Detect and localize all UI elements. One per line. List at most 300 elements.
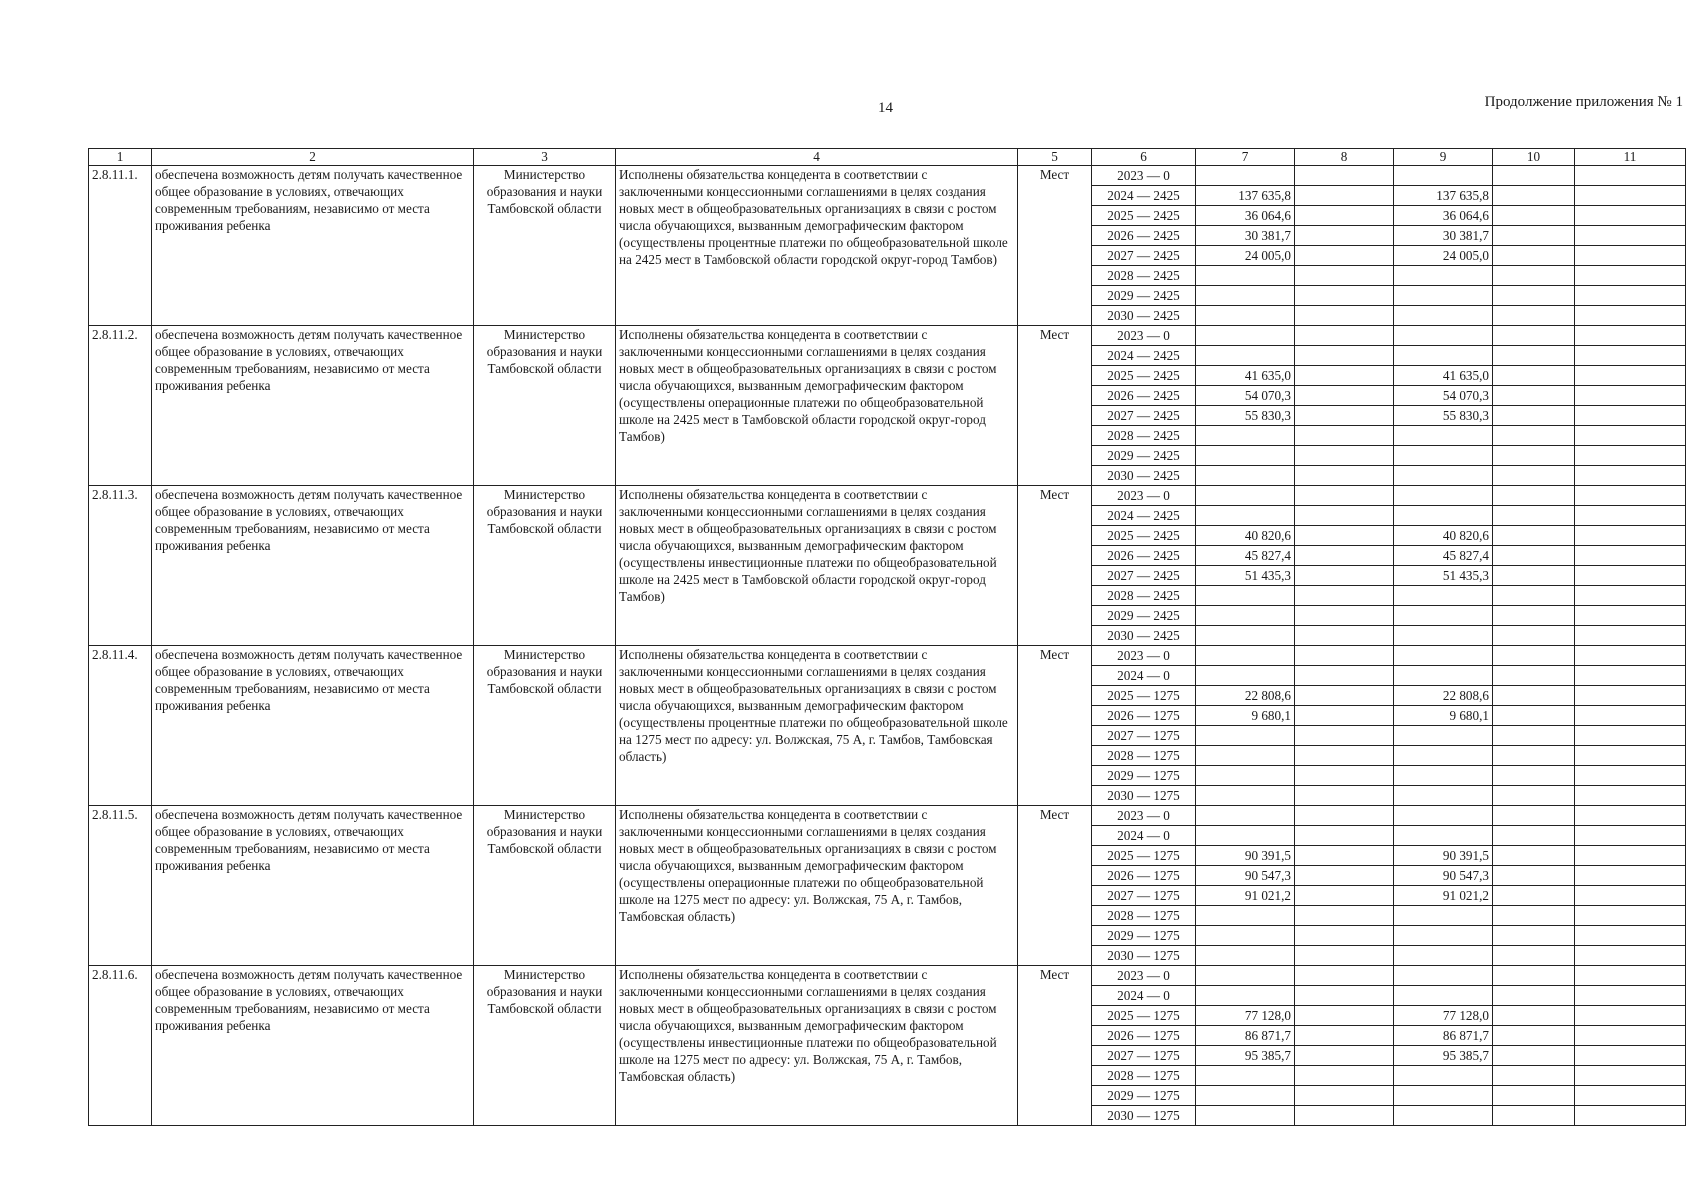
row-id: 2.8.11.4.: [89, 646, 152, 806]
c8-value: [1295, 666, 1394, 686]
c10-value: [1493, 326, 1575, 346]
c7-value: 9 680,1: [1196, 706, 1295, 726]
row-goal: обеспечена возможность детям получать качественное общее образование в условиях, отвечающих современным требованиям, независимо от места проживания ребенка: [152, 486, 474, 646]
c10-value: [1493, 1086, 1575, 1106]
c7-value: [1196, 806, 1295, 826]
c7-value: [1196, 286, 1295, 306]
year-value: 2024 — 0: [1092, 666, 1196, 686]
c10-value: [1493, 186, 1575, 206]
c11-value: [1575, 286, 1686, 306]
c8-value: [1295, 1046, 1394, 1066]
c11-value: [1575, 746, 1686, 766]
year-value: 2027 — 1275: [1092, 726, 1196, 746]
c11-value: [1575, 726, 1686, 746]
c10-value: [1493, 286, 1575, 306]
c10-value: [1493, 506, 1575, 526]
c11-value: [1575, 686, 1686, 706]
year-value: 2026 — 1275: [1092, 866, 1196, 886]
c10-value: [1493, 666, 1575, 686]
c9-value: [1394, 426, 1493, 446]
c9-value: [1394, 806, 1493, 826]
c9-value: [1394, 446, 1493, 466]
c7-value: 41 635,0: [1196, 366, 1295, 386]
year-value: 2024 — 0: [1092, 986, 1196, 1006]
c10-value: [1493, 486, 1575, 506]
c9-value: 30 381,7: [1394, 226, 1493, 246]
c10-value: [1493, 206, 1575, 226]
c8-value: [1295, 546, 1394, 566]
col-header: 10: [1493, 149, 1575, 166]
row-unit: Мест: [1018, 326, 1092, 486]
c11-value: [1575, 546, 1686, 566]
c9-value: [1394, 786, 1493, 806]
table-body: [89, 166, 1686, 1126]
c9-value: 54 070,3: [1394, 386, 1493, 406]
c11-value: [1575, 806, 1686, 826]
c7-value: [1196, 506, 1295, 526]
c9-value: [1394, 606, 1493, 626]
col-header: 4: [616, 149, 1018, 166]
c10-value: [1493, 606, 1575, 626]
row-goal: обеспечена возможность детям получать качественное общее образование в условиях, отвечающих современным требованиям, независимо от места проживания ребенка: [152, 166, 474, 326]
c11-value: [1575, 526, 1686, 546]
col-header: 11: [1575, 149, 1686, 166]
c10-value: [1493, 886, 1575, 906]
c8-value: [1295, 286, 1394, 306]
data-table: [88, 148, 1686, 1126]
c9-value: 45 827,4: [1394, 546, 1493, 566]
c11-value: [1575, 666, 1686, 686]
c10-value: [1493, 166, 1575, 186]
c8-value: [1295, 326, 1394, 346]
c7-value: [1196, 1066, 1295, 1086]
c9-value: 86 871,7: [1394, 1026, 1493, 1046]
year-value: 2023 — 0: [1092, 326, 1196, 346]
c9-value: [1394, 1106, 1493, 1126]
c11-value: [1575, 626, 1686, 646]
year-value: 2030 — 1275: [1092, 1106, 1196, 1126]
table-row: [89, 966, 1686, 986]
c11-value: [1575, 1026, 1686, 1046]
year-value: 2026 — 1275: [1092, 706, 1196, 726]
row-responsible: Министерство образования и науки Тамбовской области: [474, 166, 616, 326]
table-row: [89, 646, 1686, 666]
c8-value: [1295, 1066, 1394, 1086]
c11-value: [1575, 766, 1686, 786]
c11-value: [1575, 1066, 1686, 1086]
c9-value: 55 830,3: [1394, 406, 1493, 426]
year-value: 2023 — 0: [1092, 806, 1196, 826]
c11-value: [1575, 1086, 1686, 1106]
c9-value: [1394, 646, 1493, 666]
c11-value: [1575, 326, 1686, 346]
year-value: 2028 — 1275: [1092, 746, 1196, 766]
c9-value: [1394, 486, 1493, 506]
c8-value: [1295, 306, 1394, 326]
c8-value: [1295, 966, 1394, 986]
c7-value: 91 021,2: [1196, 886, 1295, 906]
row-id: 2.8.11.3.: [89, 486, 152, 646]
c9-value: [1394, 586, 1493, 606]
c10-value: [1493, 806, 1575, 826]
c10-value: [1493, 546, 1575, 566]
year-value: 2029 — 2425: [1092, 286, 1196, 306]
c9-value: 36 064,6: [1394, 206, 1493, 226]
year-value: 2024 — 2425: [1092, 346, 1196, 366]
c8-value: [1295, 626, 1394, 646]
c10-value: [1493, 946, 1575, 966]
c7-value: [1196, 946, 1295, 966]
c11-value: [1575, 966, 1686, 986]
c9-value: [1394, 466, 1493, 486]
c10-value: [1493, 466, 1575, 486]
c8-value: [1295, 786, 1394, 806]
c11-value: [1575, 366, 1686, 386]
c7-value: 40 820,6: [1196, 526, 1295, 546]
c10-value: [1493, 1046, 1575, 1066]
c10-value: [1493, 566, 1575, 586]
year-value: 2027 — 1275: [1092, 1046, 1196, 1066]
c11-value: [1575, 446, 1686, 466]
c7-value: [1196, 606, 1295, 626]
row-description: Исполнены обязательства концедента в соответствии с заключенными концессионными соглашениями в целях создания новых мест в общеобразовательных организациях в связи с ростом числа обучающихся, вызванным демографическим фактором (осуществлены операционные платежи по общеобразовательной школе на 1275 мест по адресу: ул. Волжская, 75 А, г. Тамбов, Тамбовская область): [616, 806, 1018, 966]
c9-value: [1394, 946, 1493, 966]
c10-value: [1493, 446, 1575, 466]
c10-value: [1493, 626, 1575, 646]
c9-value: [1394, 266, 1493, 286]
table-row: [89, 486, 1686, 506]
c11-value: [1575, 986, 1686, 1006]
row-responsible: Министерство образования и науки Тамбовской области: [474, 486, 616, 646]
header-note: Продолжение приложения № 1: [1484, 94, 1683, 110]
year-value: 2025 — 1275: [1092, 1006, 1196, 1026]
c10-value: [1493, 386, 1575, 406]
c8-value: [1295, 886, 1394, 906]
year-value: 2028 — 2425: [1092, 426, 1196, 446]
c11-value: [1575, 426, 1686, 446]
year-value: 2029 — 2425: [1092, 446, 1196, 466]
year-value: 2025 — 2425: [1092, 526, 1196, 546]
year-value: 2030 — 2425: [1092, 626, 1196, 646]
row-id: 2.8.11.6.: [89, 966, 152, 1126]
year-value: 2029 — 1275: [1092, 766, 1196, 786]
row-responsible: Министерство образования и науки Тамбовской области: [474, 966, 616, 1126]
row-description: Исполнены обязательства концедента в соответствии с заключенными концессионными соглашениями в целях создания новых мест в общеобразовательных организациях в связи с ростом числа обучающихся, вызванным демографическим фактором (осуществлены процентные платежи по общеобразовательной школе на 2425 мест в Тамбовской области городской округ-город Тамбов): [616, 166, 1018, 326]
year-value: 2028 — 1275: [1092, 1066, 1196, 1086]
row-unit: Мест: [1018, 806, 1092, 966]
c8-value: [1295, 186, 1394, 206]
c7-value: [1196, 646, 1295, 666]
c7-value: [1196, 766, 1295, 786]
c10-value: [1493, 526, 1575, 546]
c8-value: [1295, 726, 1394, 746]
c9-value: 95 385,7: [1394, 1046, 1493, 1066]
c7-value: [1196, 1086, 1295, 1106]
c8-value: [1295, 586, 1394, 606]
year-value: 2023 — 0: [1092, 966, 1196, 986]
year-value: 2027 — 1275: [1092, 886, 1196, 906]
c8-value: [1295, 466, 1394, 486]
c11-value: [1575, 646, 1686, 666]
c8-value: [1295, 646, 1394, 666]
row-unit: Мест: [1018, 966, 1092, 1126]
c11-value: [1575, 846, 1686, 866]
year-value: 2030 — 1275: [1092, 946, 1196, 966]
col-header: 7: [1196, 149, 1295, 166]
c7-value: [1196, 306, 1295, 326]
c9-value: [1394, 1066, 1493, 1086]
c8-value: [1295, 506, 1394, 526]
c11-value: [1575, 906, 1686, 926]
c7-value: 90 547,3: [1196, 866, 1295, 886]
c11-value: [1575, 406, 1686, 426]
c9-value: 90 547,3: [1394, 866, 1493, 886]
year-value: 2030 — 2425: [1092, 306, 1196, 326]
c8-value: [1295, 246, 1394, 266]
c10-value: [1493, 306, 1575, 326]
c7-value: [1196, 926, 1295, 946]
c11-value: [1575, 1046, 1686, 1066]
c7-value: [1196, 1106, 1295, 1126]
c9-value: [1394, 766, 1493, 786]
c7-value: 30 381,7: [1196, 226, 1295, 246]
c9-value: 40 820,6: [1394, 526, 1493, 546]
c7-value: 24 005,0: [1196, 246, 1295, 266]
c10-value: [1493, 1006, 1575, 1026]
c9-value: [1394, 986, 1493, 1006]
c9-value: [1394, 966, 1493, 986]
c10-value: [1493, 586, 1575, 606]
c11-value: [1575, 486, 1686, 506]
year-value: 2025 — 1275: [1092, 846, 1196, 866]
c8-value: [1295, 1026, 1394, 1046]
c7-value: [1196, 786, 1295, 806]
c9-value: 90 391,5: [1394, 846, 1493, 866]
c7-value: [1196, 486, 1295, 506]
c11-value: [1575, 386, 1686, 406]
year-value: 2026 — 2425: [1092, 386, 1196, 406]
c10-value: [1493, 786, 1575, 806]
c11-value: [1575, 786, 1686, 806]
c7-value: [1196, 906, 1295, 926]
c9-value: 91 021,2: [1394, 886, 1493, 906]
c9-value: [1394, 306, 1493, 326]
c8-value: [1295, 406, 1394, 426]
c11-value: [1575, 586, 1686, 606]
year-value: 2029 — 1275: [1092, 926, 1196, 946]
c8-value: [1295, 686, 1394, 706]
year-value: 2026 — 1275: [1092, 1026, 1196, 1046]
c9-value: [1394, 326, 1493, 346]
c11-value: [1575, 346, 1686, 366]
year-value: 2025 — 2425: [1092, 206, 1196, 226]
c9-value: [1394, 726, 1493, 746]
c7-value: [1196, 986, 1295, 1006]
c7-value: 51 435,3: [1196, 566, 1295, 586]
c11-value: [1575, 246, 1686, 266]
c9-value: [1394, 286, 1493, 306]
c7-value: 54 070,3: [1196, 386, 1295, 406]
c7-value: 22 808,6: [1196, 686, 1295, 706]
c10-value: [1493, 906, 1575, 926]
c11-value: [1575, 926, 1686, 946]
c8-value: [1295, 766, 1394, 786]
c9-value: [1394, 666, 1493, 686]
c10-value: [1493, 746, 1575, 766]
c9-value: 77 128,0: [1394, 1006, 1493, 1026]
c11-value: [1575, 166, 1686, 186]
c11-value: [1575, 1006, 1686, 1026]
c7-value: 86 871,7: [1196, 1026, 1295, 1046]
c8-value: [1295, 946, 1394, 966]
row-unit: Мест: [1018, 486, 1092, 646]
c11-value: [1575, 886, 1686, 906]
c7-value: [1196, 446, 1295, 466]
c8-value: [1295, 226, 1394, 246]
c7-value: [1196, 166, 1295, 186]
year-value: 2026 — 2425: [1092, 226, 1196, 246]
c10-value: [1493, 966, 1575, 986]
col-header: 8: [1295, 149, 1394, 166]
table-row: [89, 806, 1686, 826]
c8-value: [1295, 906, 1394, 926]
c8-value: [1295, 166, 1394, 186]
c8-value: [1295, 526, 1394, 546]
c9-value: [1394, 906, 1493, 926]
c7-value: [1196, 426, 1295, 446]
c10-value: [1493, 766, 1575, 786]
c7-value: 90 391,5: [1196, 846, 1295, 866]
c10-value: [1493, 1066, 1575, 1086]
year-value: 2026 — 2425: [1092, 546, 1196, 566]
c10-value: [1493, 726, 1575, 746]
c9-value: [1394, 506, 1493, 526]
year-value: 2024 — 0: [1092, 826, 1196, 846]
c10-value: [1493, 1106, 1575, 1126]
row-responsible: Министерство образования и науки Тамбовской области: [474, 646, 616, 806]
c11-value: [1575, 706, 1686, 726]
c7-value: [1196, 266, 1295, 286]
c11-value: [1575, 306, 1686, 326]
c9-value: 24 005,0: [1394, 246, 1493, 266]
c11-value: [1575, 186, 1686, 206]
c10-value: [1493, 706, 1575, 726]
row-description: Исполнены обязательства концедента в соответствии с заключенными концессионными соглашениями в целях создания новых мест в общеобразовательных организациях в связи с ростом числа обучающихся, вызванным демографическим фактором (осуществлены инвестиционные платежи по общеобразовательной школе на 2425 мест в Тамбовской области городской округ-город Тамбов): [616, 486, 1018, 646]
row-goal: обеспечена возможность детям получать качественное общее образование в условиях, отвечающих современным требованиям, независимо от места проживания ребенка: [152, 806, 474, 966]
c9-value: 22 808,6: [1394, 686, 1493, 706]
row-id: 2.8.11.5.: [89, 806, 152, 966]
c8-value: [1295, 206, 1394, 226]
c9-value: 137 635,8: [1394, 186, 1493, 206]
c8-value: [1295, 446, 1394, 466]
c8-value: [1295, 846, 1394, 866]
year-value: 2027 — 2425: [1092, 406, 1196, 426]
col-header: 6: [1092, 149, 1196, 166]
c7-value: [1196, 826, 1295, 846]
c11-value: [1575, 506, 1686, 526]
c11-value: [1575, 466, 1686, 486]
c10-value: [1493, 646, 1575, 666]
c8-value: [1295, 866, 1394, 886]
c8-value: [1295, 746, 1394, 766]
c10-value: [1493, 226, 1575, 246]
col-header: 9: [1394, 149, 1493, 166]
c10-value: [1493, 266, 1575, 286]
c7-value: [1196, 466, 1295, 486]
table-row: [89, 326, 1686, 346]
c9-value: [1394, 626, 1493, 646]
c9-value: [1394, 166, 1493, 186]
year-value: 2027 — 2425: [1092, 566, 1196, 586]
c11-value: [1575, 1106, 1686, 1126]
year-value: 2028 — 1275: [1092, 906, 1196, 926]
c8-value: [1295, 806, 1394, 826]
c9-value: 41 635,0: [1394, 366, 1493, 386]
c7-value: 77 128,0: [1196, 1006, 1295, 1026]
year-value: 2028 — 2425: [1092, 266, 1196, 286]
c11-value: [1575, 226, 1686, 246]
c7-value: 36 064,6: [1196, 206, 1295, 226]
c7-value: 55 830,3: [1196, 406, 1295, 426]
header-row: [89, 149, 1686, 166]
row-unit: Мест: [1018, 646, 1092, 806]
c8-value: [1295, 486, 1394, 506]
c11-value: [1575, 946, 1686, 966]
c7-value: [1196, 586, 1295, 606]
row-goal: обеспечена возможность детям получать качественное общее образование в условиях, отвечающих современным требованиям, независимо от места проживания ребенка: [152, 326, 474, 486]
row-unit: Мест: [1018, 166, 1092, 326]
c8-value: [1295, 1086, 1394, 1106]
c8-value: [1295, 566, 1394, 586]
c7-value: 95 385,7: [1196, 1046, 1295, 1066]
c11-value: [1575, 866, 1686, 886]
row-id: 2.8.11.2.: [89, 326, 152, 486]
year-value: 2029 — 2425: [1092, 606, 1196, 626]
year-value: 2023 — 0: [1092, 486, 1196, 506]
c8-value: [1295, 346, 1394, 366]
c9-value: [1394, 826, 1493, 846]
year-value: 2025 — 2425: [1092, 366, 1196, 386]
c10-value: [1493, 246, 1575, 266]
row-description: Исполнены обязательства концедента в соответствии с заключенными концессионными соглашениями в целях создания новых мест в общеобразовательных организациях в связи с ростом числа обучающихся, вызванным демографическим фактором (осуществлены инвестиционные платежи по общеобразовательной школе на 1275 мест по адресу: ул. Волжская, 75 А, г. Тамбов, Тамбовская область): [616, 966, 1018, 1126]
col-header: 2: [152, 149, 474, 166]
c9-value: 51 435,3: [1394, 566, 1493, 586]
c8-value: [1295, 826, 1394, 846]
row-responsible: Министерство образования и науки Тамбовской области: [474, 326, 616, 486]
c9-value: 9 680,1: [1394, 706, 1493, 726]
c10-value: [1493, 366, 1575, 386]
c8-value: [1295, 926, 1394, 946]
row-id: 2.8.11.1.: [89, 166, 152, 326]
c8-value: [1295, 386, 1394, 406]
year-value: 2025 — 1275: [1092, 686, 1196, 706]
c11-value: [1575, 566, 1686, 586]
c10-value: [1493, 926, 1575, 946]
year-value: 2028 — 2425: [1092, 586, 1196, 606]
c10-value: [1493, 346, 1575, 366]
row-goal: обеспечена возможность детям получать качественное общее образование в условиях, отвечающих современным требованиям, независимо от места проживания ребенка: [152, 646, 474, 806]
c10-value: [1493, 1026, 1575, 1046]
year-value: 2023 — 0: [1092, 646, 1196, 666]
year-value: 2024 — 2425: [1092, 186, 1196, 206]
c8-value: [1295, 1106, 1394, 1126]
c7-value: [1196, 666, 1295, 686]
c7-value: [1196, 626, 1295, 646]
year-value: 2030 — 1275: [1092, 786, 1196, 806]
c10-value: [1493, 866, 1575, 886]
year-value: 2027 — 2425: [1092, 246, 1196, 266]
year-value: 2030 — 2425: [1092, 466, 1196, 486]
